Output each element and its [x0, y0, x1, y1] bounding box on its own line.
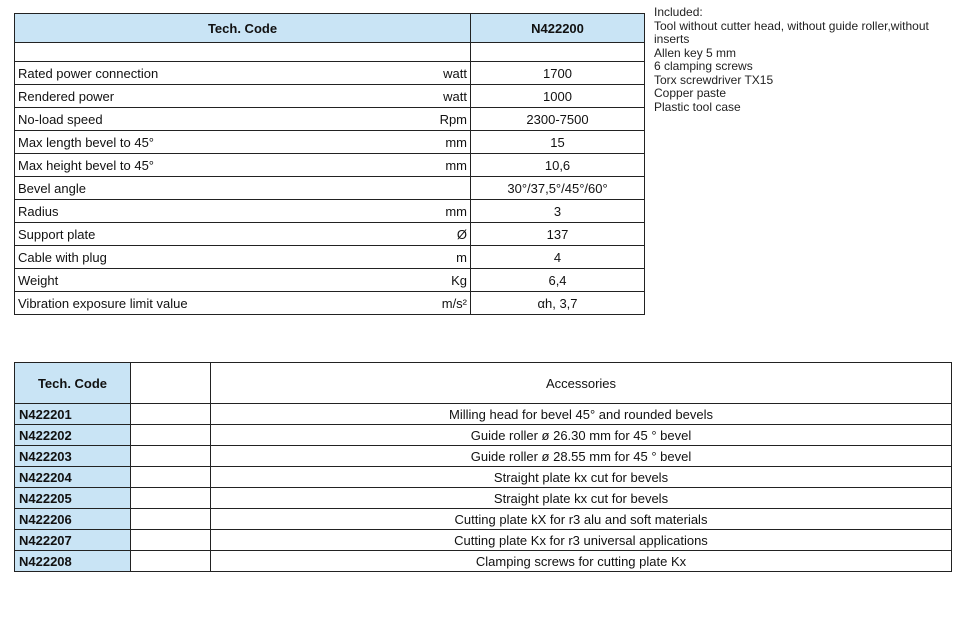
accessory-code: N422203: [15, 446, 131, 467]
spec-label: No-load speed: [15, 108, 405, 131]
spec-label: Max height bevel to 45°: [15, 154, 405, 177]
accessory-spacer: [131, 425, 211, 446]
accessory-description: Cutting plate kX for r3 alu and soft materials: [211, 509, 952, 530]
accessory-spacer: [131, 551, 211, 572]
included-list: [654, 20, 954, 115]
accessory-description: Straight plate kx cut for bevels: [211, 488, 952, 509]
spec-row: [15, 108, 645, 131]
spec-row: [15, 269, 645, 292]
spec-unit: [405, 177, 471, 200]
spec-value: 1000: [471, 85, 645, 108]
spec-row: [15, 131, 645, 154]
accessory-row: [15, 530, 952, 551]
accessory-row: [15, 509, 952, 530]
accessory-code: N422207: [15, 530, 131, 551]
spec-row: [15, 62, 645, 85]
spec-row: [15, 177, 645, 200]
included-item: Torx screwdriver TX15: [654, 72, 774, 87]
spec-row: [15, 85, 645, 108]
spec-row: [15, 200, 645, 223]
spec-row: [15, 246, 645, 269]
spec-value: 2300-7500: [471, 108, 645, 131]
accessory-row: [15, 551, 952, 572]
accessory-description: Straight plate kx cut for bevels: [211, 467, 952, 488]
spec-unit: Kg: [405, 269, 471, 292]
spec-row: [15, 154, 645, 177]
accessories-header-row: [15, 363, 952, 404]
spec-label: Weight: [15, 269, 405, 292]
spec-header-label: Tech. Code: [15, 14, 471, 43]
spec-unit: watt: [405, 62, 471, 85]
accessory-spacer: [131, 530, 211, 551]
accessories-header-spacer: [131, 363, 211, 404]
spec-value: 10,6: [471, 154, 645, 177]
spec-row: [15, 292, 645, 315]
spec-unit: m: [405, 246, 471, 269]
accessory-row: [15, 488, 952, 509]
spec-label: Support plate: [15, 223, 405, 246]
accessory-row: [15, 446, 952, 467]
spec-label: Vibration exposure limit value: [15, 292, 405, 315]
accessory-spacer: [131, 488, 211, 509]
accessory-spacer: [131, 404, 211, 425]
accessories-table: [14, 362, 952, 572]
accessories-header-code: Tech. Code: [15, 363, 131, 404]
spec-value: 30°/37,5°/45°/60°: [471, 177, 645, 200]
spec-table: [14, 13, 645, 315]
spec-unit: watt: [405, 85, 471, 108]
spec-unit: mm: [405, 131, 471, 154]
spec-row: [15, 223, 645, 246]
spec-unit: Rpm: [405, 108, 471, 131]
spec-blank-cell: [15, 43, 471, 62]
accessory-row: [15, 425, 952, 446]
spec-label: Radius: [15, 200, 405, 223]
spec-unit: m/s²: [405, 292, 471, 315]
spec-label: Max length bevel to 45°: [15, 131, 405, 154]
spec-value: 3: [471, 200, 645, 223]
included-item: Copper paste: [654, 86, 727, 100]
spec-label: Rendered power: [15, 85, 405, 108]
accessory-code: N422202: [15, 425, 131, 446]
accessory-spacer: [131, 509, 211, 530]
included-item: Plastic tool case: [654, 99, 741, 114]
included-item: Tool without cutter head, without guide roller,without inserts: [654, 18, 929, 46]
accessory-row: [15, 404, 952, 425]
included-item: Allen key 5 mm: [654, 45, 737, 60]
spec-unit: mm: [405, 154, 471, 177]
spec-label: Cable with plug: [15, 246, 405, 269]
spec-unit: mm: [405, 200, 471, 223]
accessory-spacer: [131, 467, 211, 488]
spec-value: 6,4: [471, 269, 645, 292]
spec-value: 137: [471, 223, 645, 246]
accessory-code: N422206: [15, 509, 131, 530]
included-item: 6 clamping screws: [654, 59, 753, 73]
accessory-description: Milling head for bevel 45° and rounded bevels: [211, 404, 952, 425]
spec-blank-cell: [471, 43, 645, 62]
accessory-row: [15, 467, 952, 488]
accessory-description: Cutting plate Kx for r3 universal applications: [211, 530, 952, 551]
spec-value: 15: [471, 131, 645, 154]
accessory-spacer: [131, 446, 211, 467]
spec-blank-row: [15, 43, 645, 62]
accessory-description: Clamping screws for cutting plate Kx: [211, 551, 952, 572]
spec-value: αh, 3,7: [471, 292, 645, 315]
accessory-description: Guide roller ø 28.55 mm for 45 ° bevel: [211, 446, 952, 467]
accessory-code: N422204: [15, 467, 131, 488]
accessory-code: N422205: [15, 488, 131, 509]
spec-label: Rated power connection: [15, 62, 405, 85]
accessories-header-description: Accessories: [211, 363, 952, 404]
included-title: Included:: [654, 5, 703, 19]
accessory-description: Guide roller ø 26.30 mm for 45 ° bevel: [211, 425, 952, 446]
accessory-code: N422201: [15, 404, 131, 425]
included-notes: [654, 6, 954, 114]
accessory-code: N422208: [15, 551, 131, 572]
spec-value: 4: [471, 246, 645, 269]
spec-header-row: [15, 14, 645, 43]
spec-header-code: N422200: [471, 14, 645, 43]
spec-value: 1700: [471, 62, 645, 85]
spec-unit: Ø: [405, 223, 471, 246]
spec-label: Bevel angle: [15, 177, 405, 200]
